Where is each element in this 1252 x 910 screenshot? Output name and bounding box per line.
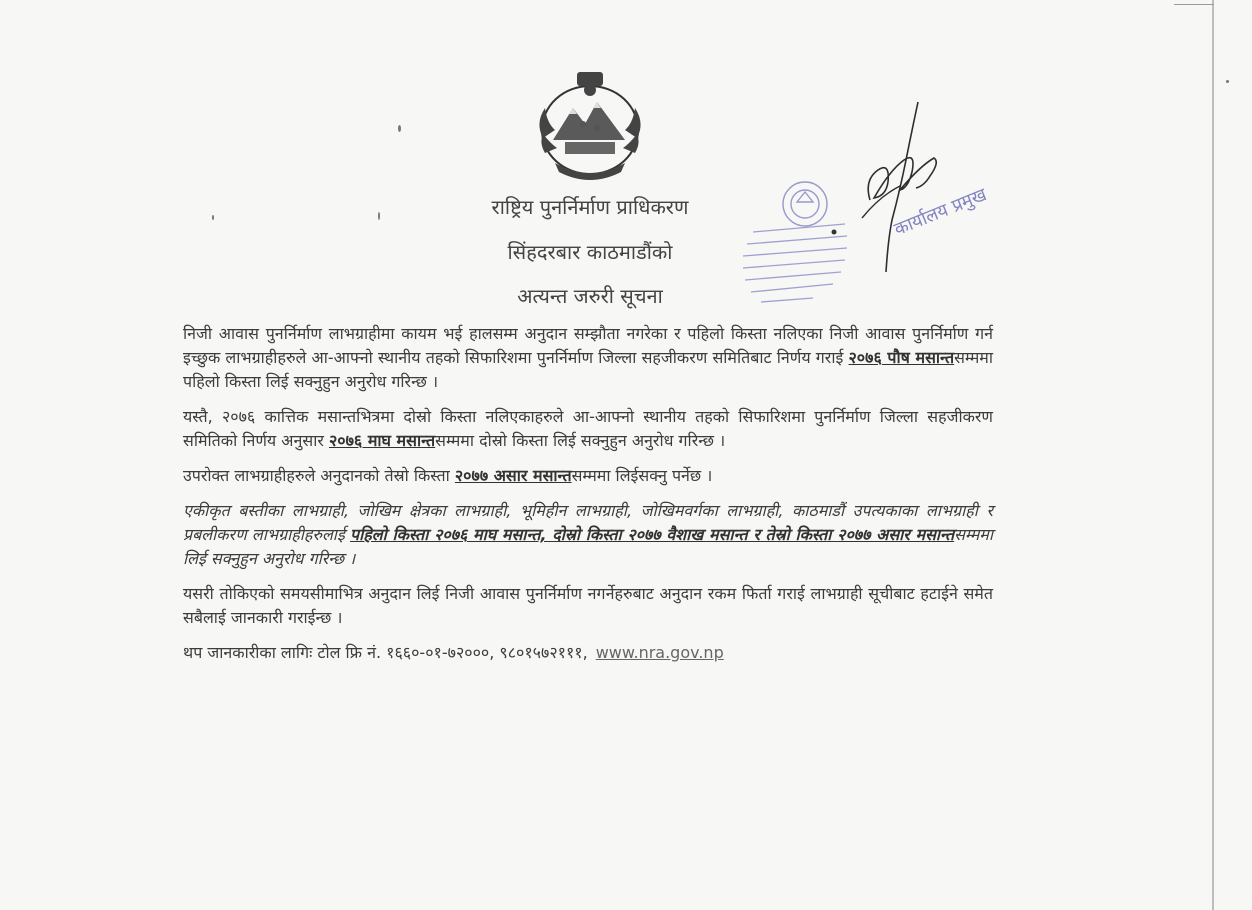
website-link[interactable]: www.nra.gov.np	[595, 643, 724, 662]
authority-name: राष्ट्रिय पुनर्निर्माण प्राधिकरण	[491, 195, 689, 219]
paragraph-text: सम्ममा पहिलो किस्ता लिई सक्नुहुन अनुरोध गरिन्छ ।	[183, 348, 993, 391]
paragraph-text: सम्ममा लिई सक्नुहुन अनुरोध गरिन्छ ।	[183, 525, 993, 568]
deadline-highlight: २०७६ माघ मसान्त	[328, 431, 436, 450]
paragraph-text: सम्ममा लिईसक्नु पर्नेछ ।	[571, 466, 713, 485]
scan-page-edge	[1212, 0, 1214, 910]
contact-line	[183, 641, 993, 665]
paragraph	[183, 499, 993, 571]
paragraph-text: सम्ममा दोस्रो किस्ता लिई सक्नुहुन अनुरोध गरिन्छ ।	[435, 431, 726, 450]
paragraph	[183, 405, 993, 453]
scan-speck	[1226, 80, 1229, 83]
deadline-highlight: २०७६ पौष मसान्त	[848, 348, 955, 367]
paragraph	[183, 582, 993, 630]
deadline-highlight: २०७७ असार मसान्त	[454, 466, 572, 485]
paragraph-text: यस्तै, २०७६ कात्तिक मसान्तभित्रमा दोस्रो किस्ता नलिएकाहरुले आ-आफ्नो स्थानीय तहको सिफारिशमा पुनर्निर्माण जिल्ला सहजीकरण समितिको निर्णय अनुसार	[183, 407, 993, 450]
signature-icon	[860, 100, 945, 275]
scan-speck	[398, 125, 401, 132]
paragraph-text: उपरोक्त लाभग्राहीहरुले अनुदानको तेस्रो किस्ता	[183, 466, 455, 485]
office-location: सिंहदरबार काठमाडौंको	[507, 240, 673, 264]
notice-title: अत्यन्त जरुरी सूचना	[517, 284, 663, 308]
notice-body	[183, 322, 993, 665]
paragraph-text: एकीकृत बस्तीका लाभग्राही, जोखिम क्षेत्रका लाभग्राही, भूमिहीन लाभग्राही, जोखिमवर्गका लाभग्राही, काठमाडौं उपत्यकाका लाभग्राही र प्रबलीकरण लाभग्राहीहरुलाई	[183, 501, 993, 544]
paragraph-text: निजी आवास पुनर्निर्माण लाभग्राहीमा कायम भई हालसम्म अनुदान सम्झौता नगरेका र पहिलो किस्ता नलिएका निजी आवास पुनर्निर्माण गर्न इच्छुक लाभग्राहीहरुले आ-आफ्नो स्थानीय तहको सिफारिशमा पुनर्निर्माण जिल्ला सहजीकरण समितिबाट निर्णय गराई	[183, 324, 993, 367]
paragraph-text: यसरी तोकिएको समयसीमाभित्र अनुदान लिई निजी आवास पुनर्निर्माण नगर्नेहरुबाट अनुदान रकम फिर्ता गराई लाभग्राही सूचीबाट हटाईने समेत सबैलाई जानकारी गराईन्छ ।	[183, 584, 993, 627]
paragraph	[183, 322, 993, 394]
scan-page-edge-top	[1174, 4, 1214, 5]
office-seal-icon	[735, 172, 860, 312]
nepal-emblem-icon	[525, 68, 655, 193]
office-head-stamp: कार्यालय प्रमुख	[891, 184, 990, 241]
toll-free-info: थप जानकारीका लागिः टोल फ्रि नं. १६६०-०१-७२०००, ९८०१५७२१११,	[183, 643, 588, 662]
deadline-highlight: पहिलो किस्ता २०७६ माघ मसान्त, दोस्रो किस्ता २०७७ वैशाख मसान्त र तेस्रो किस्ता २०७७ असार मसान्त	[350, 525, 955, 544]
paragraph	[183, 464, 993, 488]
